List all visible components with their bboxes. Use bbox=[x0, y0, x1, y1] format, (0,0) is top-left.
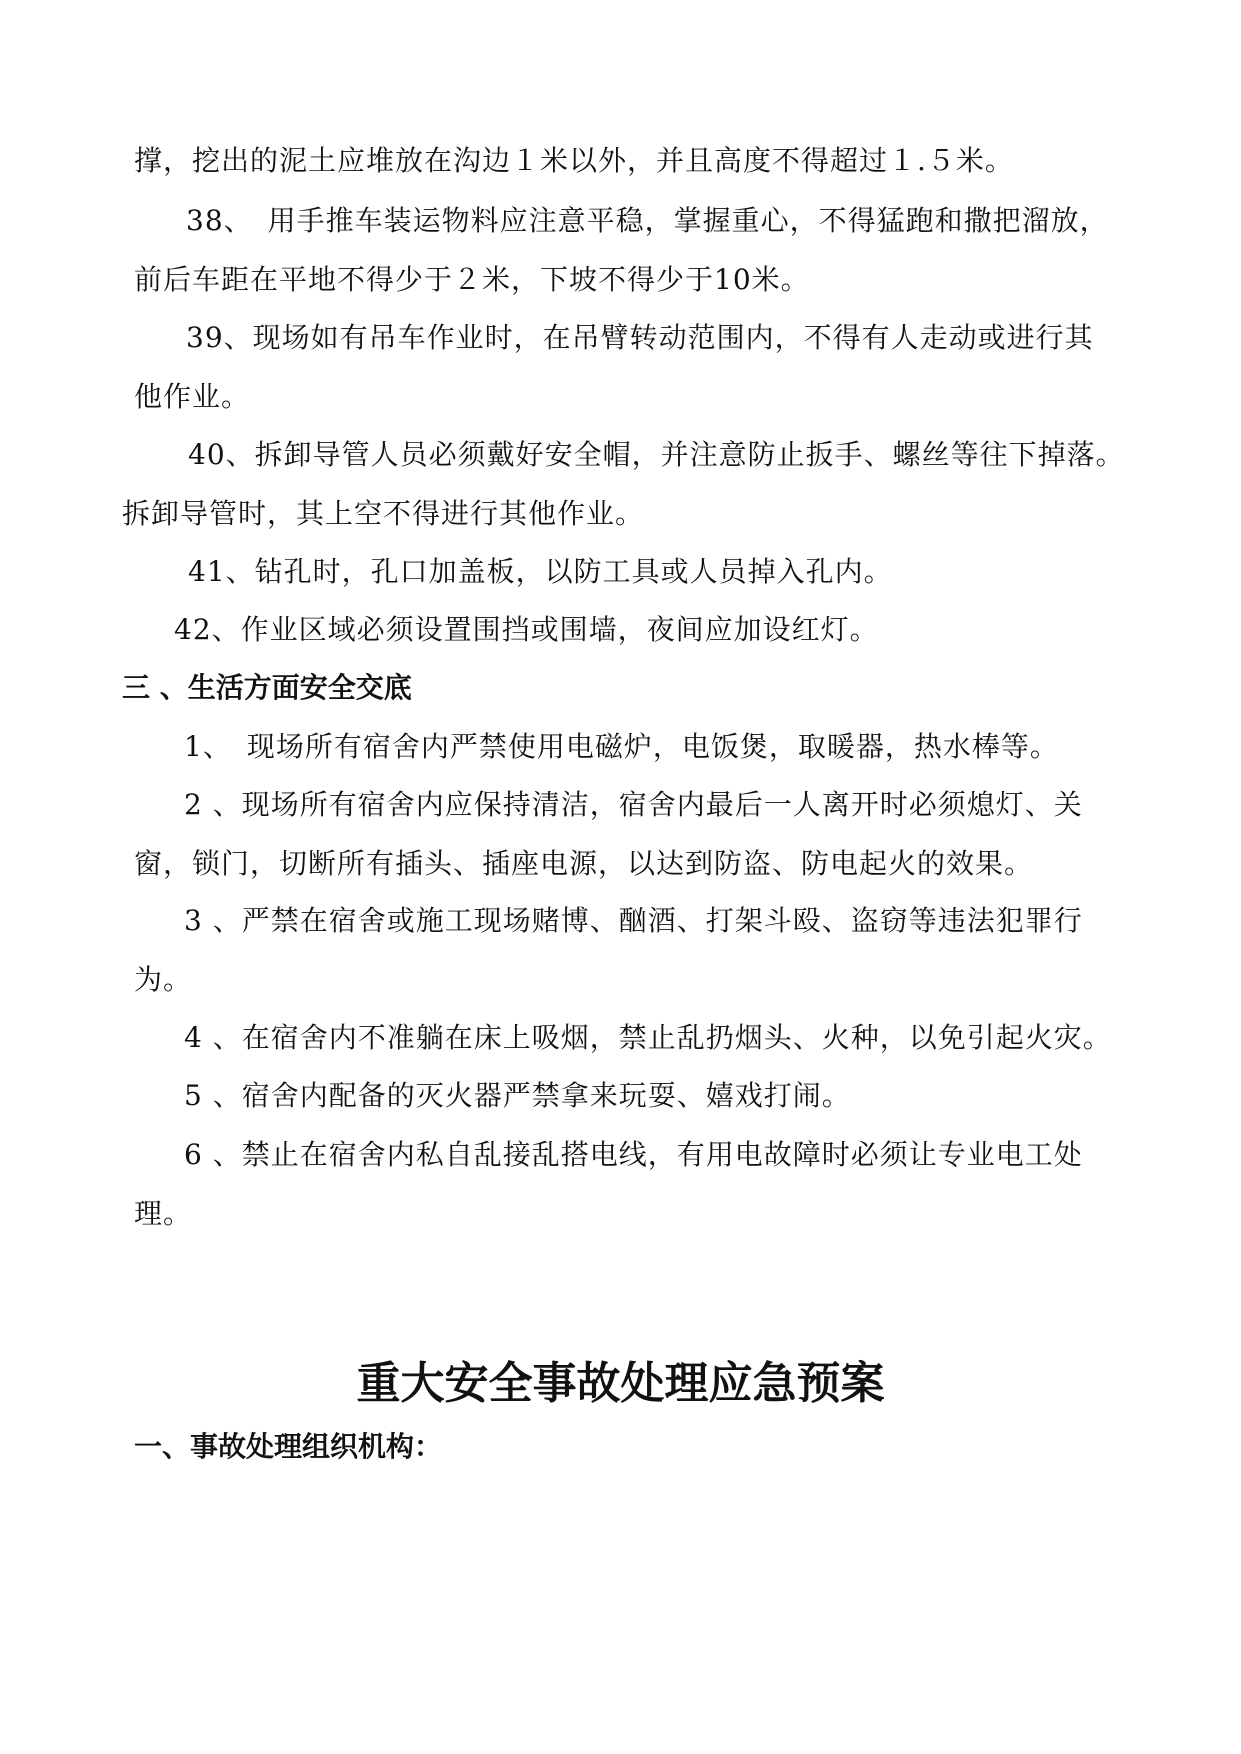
section3-line-1: 1、 现场所有宿舍内严禁使用电磁炉，电饭煲，取暖器，热水棒等。 bbox=[184, 730, 1059, 763]
body-line-9: 42、作业区域必须设置围挡或围墙，夜间应加设红灯。 bbox=[174, 613, 879, 646]
section-heading-living-safety: 三 、生活方面安全交底 bbox=[122, 671, 412, 704]
section3-line-8: 6 、禁止在宿舍内私自乱接乱搭电线，有用电故障时必须让专业电工处 bbox=[184, 1138, 1083, 1171]
body-line-5: 他作业。 bbox=[134, 380, 251, 413]
body-line-4: 39、现场如有吊车作业时，在吊臂转动范围内，不得有人走动或进行其 bbox=[186, 321, 1094, 354]
body-line-6: 40、拆卸导管人员必须戴好安全帽，并注意防止扳手、螺丝等往下掉落。 bbox=[188, 438, 1125, 471]
body-line-1: 撑，挖出的泥土应堆放在沟边１米以外，并且高度不得超过１.５米。 bbox=[134, 144, 1014, 177]
body-line-7: 拆卸导管时，其上空不得进行其他作业。 bbox=[122, 497, 645, 530]
section3-line-5: 为。 bbox=[134, 963, 193, 996]
section3-line-9: 理。 bbox=[134, 1197, 193, 1230]
body-line-2: 38、 用手推车装运物料应注意平稳，掌握重心，不得猛跑和撒把溜放， bbox=[186, 204, 1109, 237]
section-heading-organization: 一、事故处理组织机构： bbox=[134, 1430, 443, 1463]
section3-line-7: 5 、宿舍内配备的灭火器严禁拿来玩耍、嬉戏打闹。 bbox=[184, 1079, 851, 1112]
section3-line-6: 4 、在宿舍内不准躺在床上吸烟，禁止乱扔烟头、火种，以免引起火灾。 bbox=[184, 1021, 1112, 1054]
body-line-8: 41、钻孔时，孔口加盖板，以防工具或人员掉入孔内。 bbox=[188, 555, 893, 588]
section3-line-3: 窗，锁门，切断所有插头、插座电源，以达到防盗、防电起火的效果。 bbox=[134, 847, 1034, 880]
section3-line-4: 3 、严禁在宿舍或施工现场赌博、酗酒、打架斗殴、盗窃等违法犯罪行 bbox=[184, 904, 1083, 937]
body-line-3: 前后车距在平地不得少于２米，下坡不得少于10米。 bbox=[134, 263, 810, 296]
section3-line-2: 2 、现场所有宿舍内应保持清洁，宿舍内最后一人离开时必须熄灯、关 bbox=[184, 788, 1083, 821]
document-title: 重大安全事故处理应急预案 bbox=[356, 1358, 885, 1409]
